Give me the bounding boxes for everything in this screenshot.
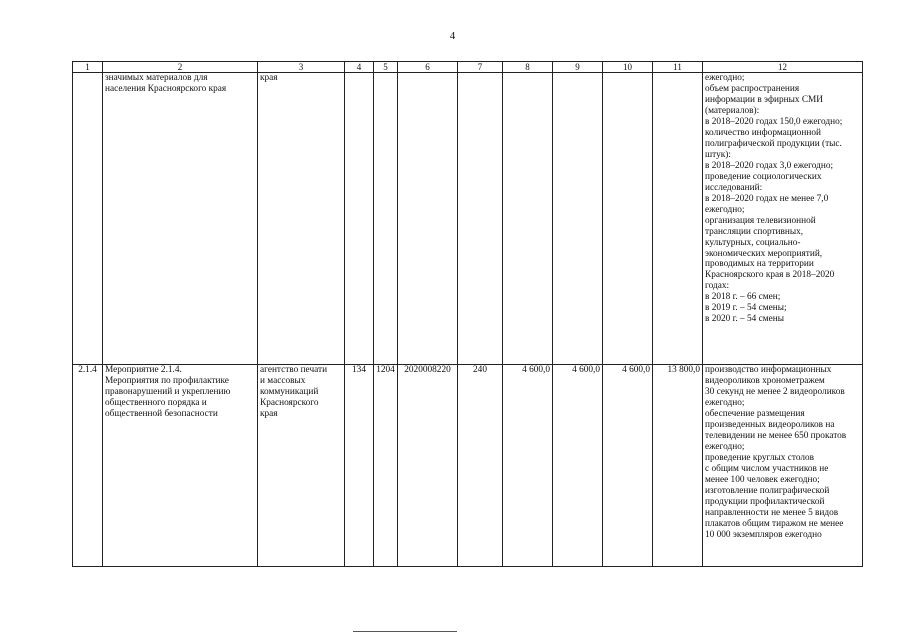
- cell-2019: 4 600,0: [553, 365, 603, 567]
- cell-number: [73, 73, 103, 365]
- table-row-2-1-4: [73, 365, 863, 567]
- cell-2019: [553, 73, 603, 365]
- cell-vr: [458, 73, 503, 365]
- cell-vr: 240: [458, 365, 503, 567]
- cell-result: производство информационных видеороликов хронометражем 30 секунд не менее 2 видеороликов ежегодно; обеспечение размещения произведенных видеороликов на телевидении не менее 650 прокатов ежегодно; проведение круглых столов с общим числом участников не менее 100 человек ежегодно; изготовление полиграфической продукции профилактической направленности не менее 5 видов плакатов общим тиражом не менее 10 000 экземпляров ежегодно: [703, 365, 863, 567]
- cell-csr: [398, 73, 458, 365]
- col-header-1: 1: [73, 62, 103, 73]
- cell-csr: 2020008220: [398, 365, 458, 567]
- col-header-12: 12: [703, 62, 863, 73]
- cell-2020: 4 600,0: [603, 365, 653, 567]
- col-header-8: 8: [503, 62, 553, 73]
- col-header-10: 10: [603, 62, 653, 73]
- cell-2018: 4 600,0: [503, 365, 553, 567]
- cell-name: значимых материалов для населения Красноярского края: [103, 73, 258, 365]
- program-table: [72, 61, 863, 567]
- col-header-5: 5: [374, 62, 398, 73]
- col-header-11: 11: [653, 62, 703, 73]
- col-header-4: 4: [345, 62, 374, 73]
- cell-total: 13 800,0: [653, 365, 703, 567]
- column-number-row: [73, 62, 863, 73]
- footer-line: [353, 631, 457, 632]
- cell-executor: агентство печати и массовых коммуникаций Красноярского края: [258, 365, 345, 567]
- cell-number: 2.1.4: [73, 365, 103, 567]
- col-header-9: 9: [553, 62, 603, 73]
- cell-result: ежегодно; объем распространения информации в эфирных СМИ (материалов): в 2018–2020 годах 150,0 ежегодно; количество информационной полиграфической продукции (тыс. штук): в 2018–2020 годах 3,0 ежегодно; проведение социологических исследований: в 2018–2020 годах не менее 7,0 ежегодно; организация телевизионной трансляции спортивных, культурных, социально- экономических мероприятий, проводимых на территории Красноярского края в 2018–2020 годах: в 2018 г. – 66 смен; в 2019 г. – 54 смены; в 2020 г. – 54 смены: [703, 73, 863, 365]
- cell-executor: края: [258, 73, 345, 365]
- cell-2018: [503, 73, 553, 365]
- cell-name: Мероприятие 2.1.4. Мероприятия по профилактике правонарушений и укреплению общественного порядка и общественной безопасности: [103, 365, 258, 567]
- col-header-6: 6: [398, 62, 458, 73]
- cell-grbs: [345, 73, 374, 365]
- cell-2020: [603, 73, 653, 365]
- cell-total: [653, 73, 703, 365]
- cell-rzpr: [374, 73, 398, 365]
- table-row-continuation: [73, 73, 863, 365]
- page-number: 4: [449, 30, 456, 42]
- cell-rzpr: 1204: [374, 365, 398, 567]
- col-header-7: 7: [458, 62, 503, 73]
- cell-grbs: 134: [345, 365, 374, 567]
- col-header-2: 2: [103, 62, 258, 73]
- col-header-3: 3: [258, 62, 345, 73]
